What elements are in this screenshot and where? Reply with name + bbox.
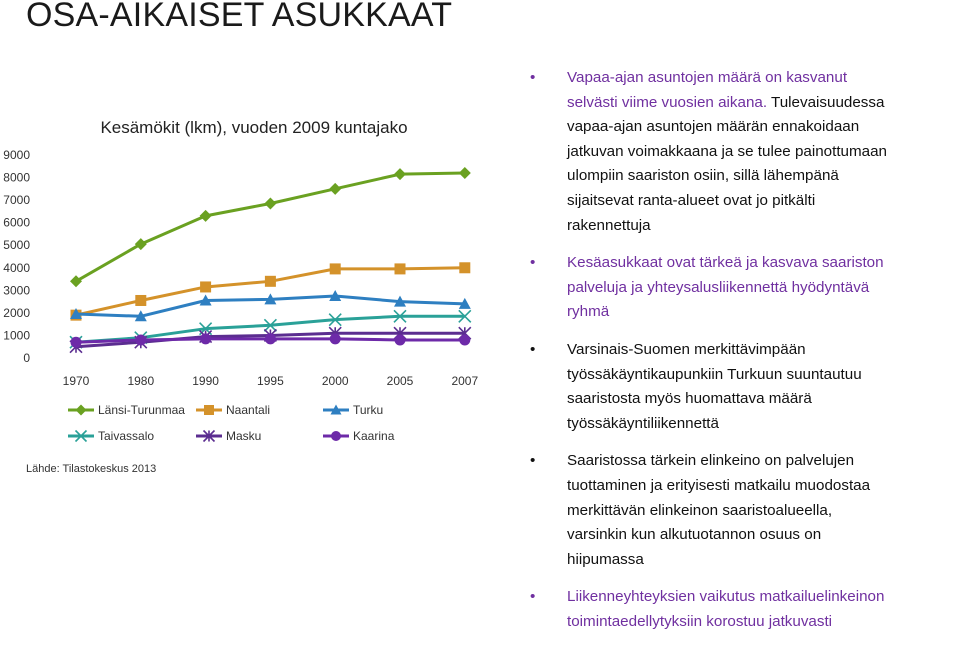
bullet-line: Saaristossa tärkein elinkeino on palvelujen: [567, 452, 855, 470]
x-tick-label: 1995: [257, 374, 284, 388]
y-tick-label: 2000: [3, 305, 30, 320]
bullet-line: toimintaedellytyksiin korostuu jatkuvasti: [567, 612, 833, 630]
bullet-line-start: selvästi viime vuosien aikana.: [567, 93, 772, 111]
bullet-item: [530, 251, 958, 325]
bullet-line: saaristosta myös huomattava määrä: [567, 390, 812, 408]
bullet-line: Liikenneyhteyksien vaikutus matkailuelinkeinon: [567, 588, 885, 606]
x-tick-label: 2007: [451, 374, 479, 388]
series-naantali: [71, 262, 471, 320]
legend-label: Länsi-Turunmaa: [98, 403, 185, 417]
legend-label: Kaarina: [353, 429, 395, 443]
data-point: [200, 281, 211, 292]
x-tick-label: 2000: [321, 374, 349, 388]
data-point: [265, 276, 276, 287]
bullet-line: Kesäasukkaat ovat tärkeä ja kasvava saariston: [567, 254, 884, 272]
x-tick-label: 2005: [386, 374, 414, 388]
y-tick-label: 9000: [3, 148, 30, 162]
data-point: [394, 168, 406, 180]
bullet-line: työssäkäyntikaupunkiin Turkuun suuntautuu: [567, 365, 862, 383]
data-point: [135, 295, 146, 306]
legend-item: [68, 429, 154, 443]
bullet-line-continuation: Tulevaisuudessa: [771, 93, 885, 111]
series-kaarina: [71, 333, 471, 347]
y-tick-label: 5000: [3, 238, 30, 253]
page-title: OSA-AIKAISET ASUKKAAT: [26, 0, 453, 34]
legend-label: Masku: [226, 429, 262, 443]
y-tick-label: 6000: [3, 215, 30, 230]
bullet-line: jatkuvan voimakkaana ja se tulee painottumaan: [567, 142, 887, 160]
data-point: [200, 210, 212, 222]
legend-item: [323, 429, 395, 443]
data-point: [70, 275, 82, 287]
legend-item: [196, 403, 270, 417]
bullet-line: varsinkin kun alkutuotannon osuus on: [567, 526, 822, 544]
series-line: [76, 173, 465, 281]
bullet-item: [530, 449, 958, 572]
legend-item: [68, 403, 185, 417]
y-tick-label: 8000: [3, 170, 30, 185]
data-point: [264, 197, 276, 209]
bullet-list: [530, 66, 958, 647]
legend-item: [196, 429, 261, 443]
bullet-dot-icon: •: [530, 254, 536, 272]
data-point: [135, 334, 146, 345]
bullet-line: Vapaa-ajan asuntojen määrä on kasvanut: [567, 69, 848, 86]
legend-marker: [331, 431, 341, 441]
bullet-line: merkittävän elinkeinon saaristoalueella,: [567, 501, 833, 519]
bullet-line: tuottaminen ja erityisesti matkailu muodostaa: [567, 476, 871, 494]
data-point: [459, 167, 471, 179]
bullet-line: palveluja ja yhteysalusliikennettä hyödyntävä: [567, 278, 870, 296]
chart-source: Lähde: Tilastokeskus 2013: [26, 463, 157, 475]
legend-label: Taivassalo: [98, 429, 155, 443]
bullet-item: [530, 338, 958, 436]
bullet-line: sijaitsevat ranta-alueet ovat jo pitkälti: [567, 191, 816, 209]
data-point: [265, 333, 276, 344]
bullet-item: [530, 66, 958, 238]
x-tick-label: 1970: [62, 374, 90, 388]
bullet-line: rakennettuja: [567, 216, 651, 234]
legend-label: Turku: [353, 403, 384, 417]
data-point: [459, 262, 470, 273]
bullet-line: vapaa-ajan asuntojen määrän ennakoidaan: [567, 118, 860, 136]
legend-marker: [76, 405, 87, 416]
bullet-item: [530, 585, 958, 634]
bullet-line: ryhmä: [567, 303, 610, 321]
bullet-dot-icon: •: [530, 588, 536, 606]
bullet-line: [567, 91, 958, 116]
data-point: [200, 333, 211, 344]
series-line: [76, 268, 465, 315]
legend-item: [323, 403, 383, 417]
data-point: [459, 334, 470, 345]
y-tick-label: 1000: [3, 328, 30, 343]
data-point: [329, 183, 341, 195]
bullet-line: hiipumassa: [567, 550, 644, 568]
data-point: [330, 333, 341, 344]
y-tick-label: 3000: [3, 283, 30, 298]
legend-marker: [204, 405, 214, 415]
data-point: [395, 334, 406, 345]
data-point: [330, 263, 341, 274]
data-point: [135, 238, 147, 250]
data-point: [71, 337, 82, 348]
bullet-dot-icon: •: [530, 340, 536, 358]
x-tick-label: 1990: [192, 374, 219, 388]
bullet-dot-icon: •: [530, 69, 536, 86]
bullet-dot-icon: •: [530, 452, 536, 470]
legend-label: Naantali: [226, 403, 271, 417]
bullet-line: Varsinais-Suomen merkittävimpään: [567, 340, 806, 358]
chart-title: Kesämökit (lkm), vuoden 2009 kuntajako: [100, 118, 408, 137]
y-tick-label: 7000: [3, 193, 30, 208]
y-tick-label: 0: [23, 351, 30, 365]
bullet-line: työssäkäyntiliikennettä: [567, 414, 719, 432]
bullet-line: ulompiin saariston osiin, sillä lähempänä: [567, 167, 839, 185]
y-tick-label: 4000: [3, 260, 30, 275]
data-point: [395, 263, 406, 274]
x-tick-label: 1980: [127, 374, 155, 388]
